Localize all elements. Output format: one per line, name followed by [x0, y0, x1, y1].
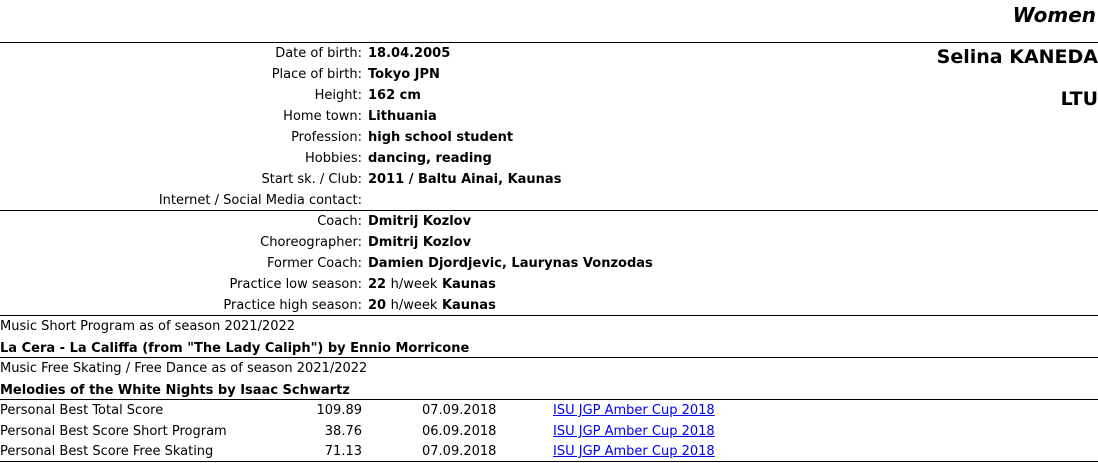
pb-score: 38.76 — [324, 424, 362, 439]
pb-label: Personal Best Score Short Program — [0, 424, 227, 439]
skater-name: Selina KANEDA — [936, 46, 1098, 68]
bio-label: Profession: — [291, 130, 362, 145]
bio-value: Tokyo JPN — [368, 67, 440, 82]
bio-value: 162 cm — [368, 88, 421, 103]
practice-place: Kaunas — [441, 277, 496, 292]
bio-label: Place of birth: — [271, 67, 362, 82]
bio-value: Lithuania — [368, 109, 437, 124]
pb-event-link[interactable]: ISU JGP Amber Cup 2018 — [553, 424, 715, 439]
bio-label: Start sk. / Club: — [261, 172, 362, 187]
pb-label: Personal Best Score Free Skating — [0, 444, 214, 459]
practice-high-value — [368, 295, 496, 316]
practice-high-label: Practice high season: — [223, 298, 362, 313]
coach-value: Dmitrij Kozlov — [368, 214, 472, 229]
bio-label: Height: — [314, 88, 362, 103]
music-free-title: Melodies of the White Nights by Isaac Schwartz — [0, 383, 350, 398]
former-coach-value: Damien Djordjevic, Laurynas Vonzodas — [368, 256, 653, 271]
divider — [0, 42, 1098, 43]
pb-date: 07.09.2018 — [422, 444, 497, 459]
practice-unit: h/week — [390, 298, 438, 313]
practice-unit: h/week — [390, 277, 438, 292]
practice-low-value — [368, 274, 496, 295]
practice-hours: 20 — [368, 298, 387, 313]
music-short-title: La Cera - La Califfa (from "The Lady Caliph") by Ennio Morricone — [0, 341, 470, 356]
music-free-heading: Music Free Skating / Free Dance as of season 2021/2022 — [0, 361, 368, 376]
pb-score: 71.13 — [324, 444, 362, 459]
pb-date: 06.09.2018 — [422, 424, 497, 439]
bio-label: Home town: — [283, 109, 362, 124]
pb-label: Personal Best Total Score — [0, 403, 164, 418]
bio-label: Hobbies: — [305, 151, 362, 166]
bio-label: Internet / Social Media contact: — [158, 193, 362, 208]
choreographer-value: Dmitrij Kozlov — [368, 235, 472, 250]
category-title: Women — [1012, 3, 1096, 27]
practice-place: Kaunas — [441, 298, 496, 313]
bio-value: 2011 / Baltu Ainai, Kaunas — [368, 172, 562, 187]
pb-event-link[interactable]: ISU JGP Amber Cup 2018 — [553, 444, 715, 459]
divider — [0, 210, 1098, 211]
bio-value: 18.04.2005 — [368, 46, 451, 61]
bio-label: Date of birth: — [275, 46, 362, 61]
choreographer-label: Choreographer: — [260, 235, 362, 250]
pb-event-link[interactable]: ISU JGP Amber Cup 2018 — [553, 403, 715, 418]
pb-score: 109.89 — [316, 403, 362, 418]
pb-date: 07.09.2018 — [422, 403, 497, 418]
former-coach-label: Former Coach: — [267, 256, 362, 271]
practice-low-label: Practice low season: — [229, 277, 362, 292]
practice-hours: 22 — [368, 277, 387, 292]
bio-value: dancing, reading — [368, 151, 492, 166]
skater-nation: LTU — [1060, 88, 1098, 110]
music-short-heading: Music Short Program as of season 2021/2022 — [0, 319, 296, 334]
bio-value: high school student — [368, 130, 514, 145]
coach-label: Coach: — [317, 214, 362, 229]
divider — [0, 461, 1098, 462]
